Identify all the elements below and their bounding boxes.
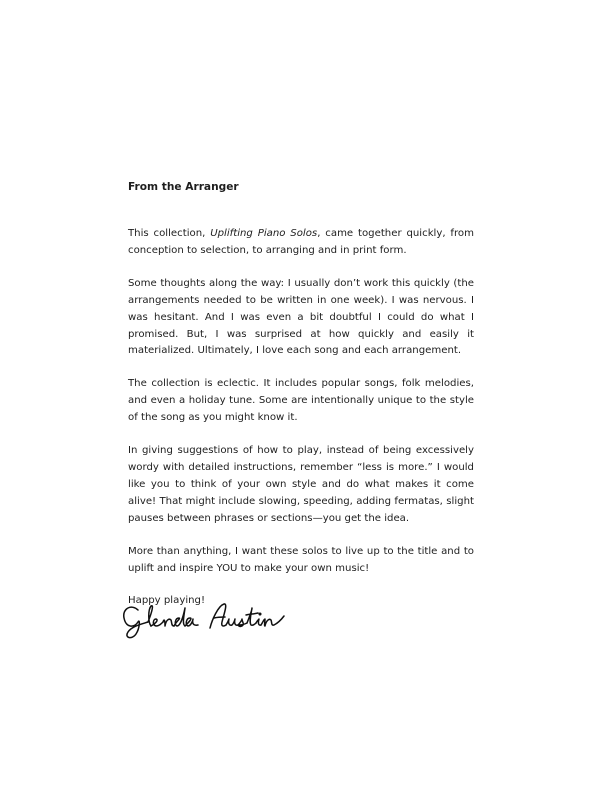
- signature-drawing: [118, 598, 308, 646]
- paragraph-eclectic: The collection is eclectic. It includes popular songs, folk melodies, and even a holiday tune. Some are intentionally unique to the style of the song as you might know it.: [128, 378, 474, 424]
- closing-line: Happy playing!: [128, 595, 206, 607]
- paragraph-uplift: More than anything, I want these solos to live up to the title and to uplift and inspire YOU to make your own music!: [128, 545, 474, 574]
- section-heading: From the Arranger: [128, 181, 239, 193]
- paragraph-intro-before: This collection,: [128, 228, 211, 239]
- paragraph-intro-after: , came together quickly, from conception to selection, to arranging and in print form.: [128, 228, 474, 256]
- paragraph-thoughts: Some thoughts along the way: I usually don’t work this quickly (the arrangements needed to be written in one week). I was nervous. I was hesitant. And I was even a bit doubtful I could do what I promised. But, I was surprised at how quickly and easily it materialized. Ultimately, I love each song and each arrangement.: [128, 277, 474, 357]
- collection-title: Uplifting Piano Solos: [210, 228, 318, 239]
- paragraph-intro: [128, 226, 474, 260]
- handwritten-signature: [118, 598, 308, 646]
- letter-body: [128, 180, 474, 610]
- paragraph-suggestions: In giving suggestions of how to play, instead of being excessively wordy with detailed instructions, remember “less is more.” I would like you to think of your own style and do what makes it come alive! That might include slowing, speeding, adding fermatas, slight pauses between phrases or sections—you get the idea.: [128, 445, 474, 524]
